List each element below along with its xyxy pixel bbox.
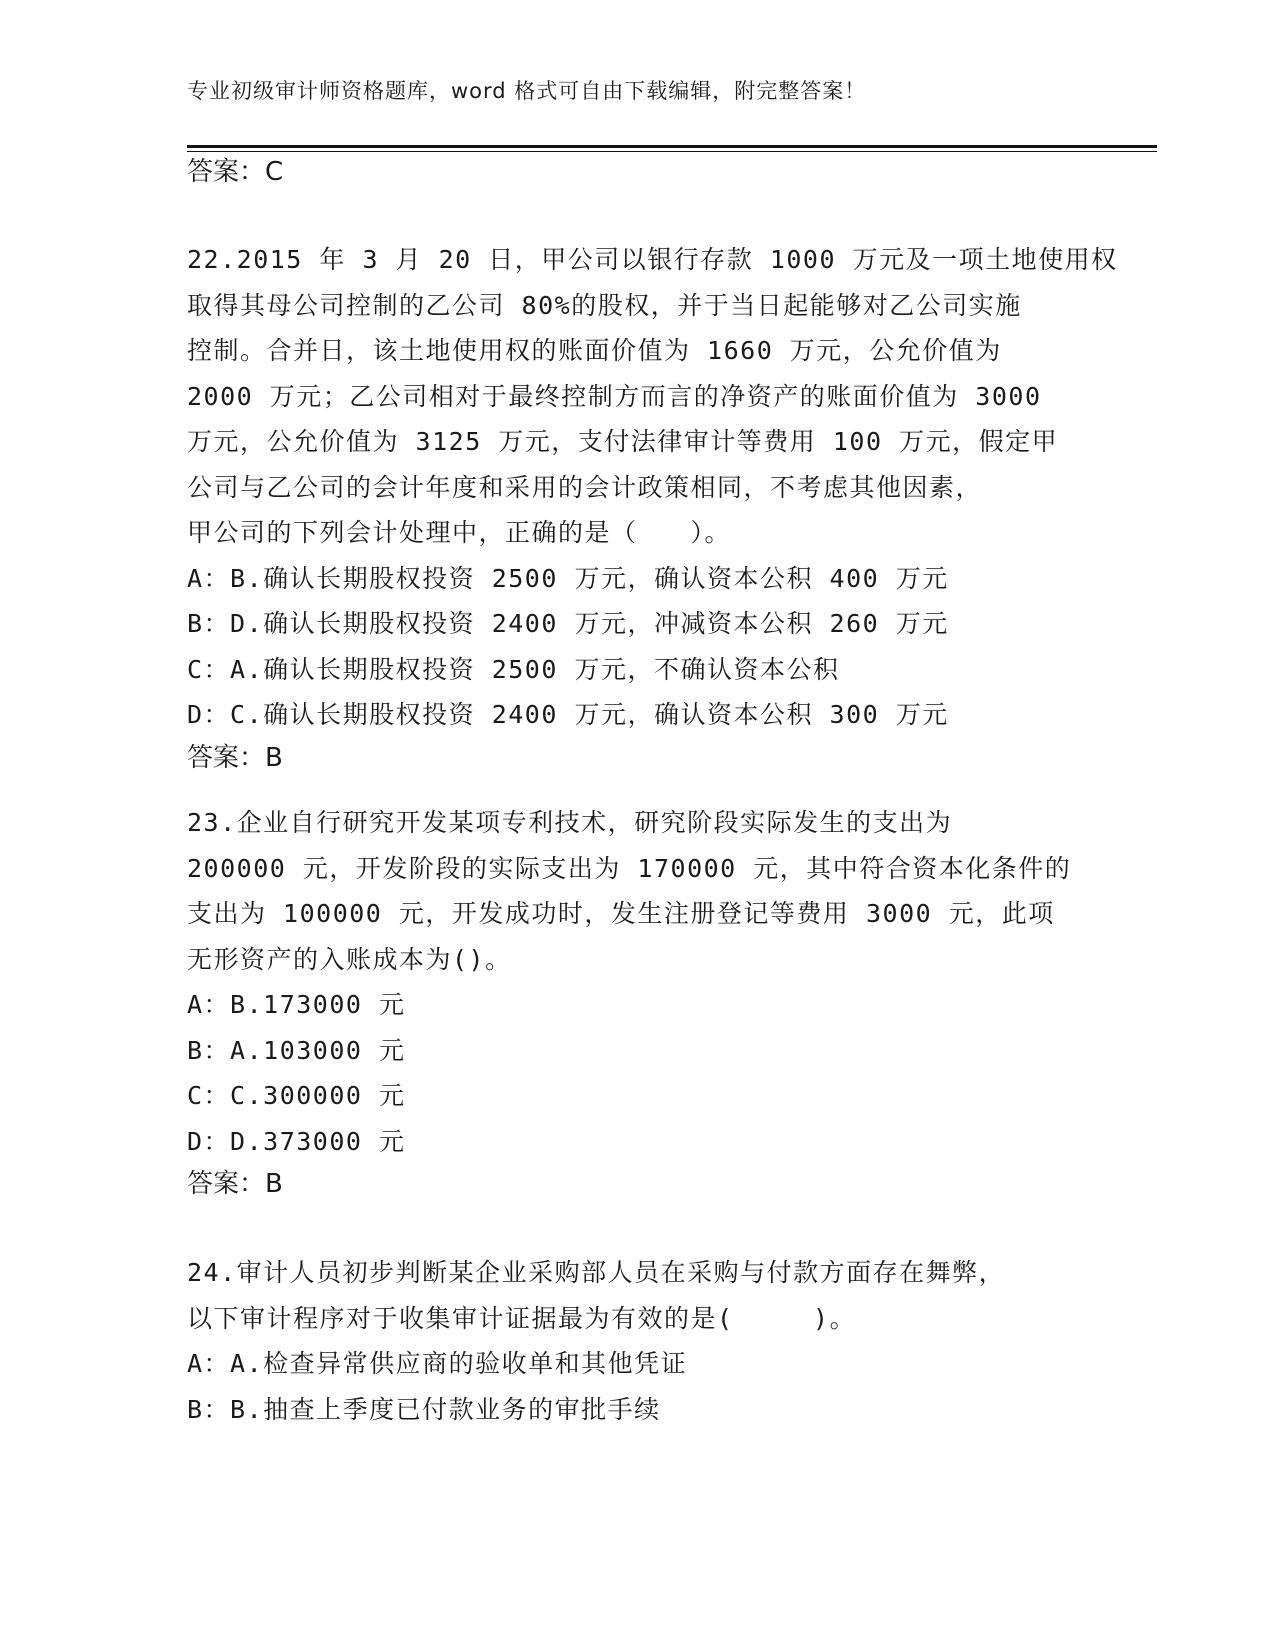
question-line: 万元，公允价值为 3125 万元，支付法律审计等费用 100 万元，假定甲	[187, 427, 1059, 456]
option-a: A：A.检查异常供应商的验收单和其他凭证	[187, 1349, 688, 1378]
question-line: 取得其母公司控制的乙公司 80%的股权，并于当日起能够对乙公司实施	[187, 290, 1022, 320]
question-24	[187, 1250, 1087, 1432]
question-line: 公司与乙公司的会计年度和采用的会计政策相同，不考虑其他因素，	[187, 472, 983, 502]
page-header: 专业初级审计师资格题库，word 格式可自由下载编辑，附完整答案！	[187, 79, 867, 103]
option-d: D：D.373000 元	[187, 1126, 406, 1156]
question-line: 200000 元，开发阶段的实际支出为 170000 元，其中符合资本化条件的	[187, 853, 1072, 883]
option-b: B：D.确认长期股权投资 2400 万元，冲减资本公积 260 万元	[187, 609, 949, 638]
header-rule-thick	[187, 145, 1157, 148]
option-d: D：C.确认长期股权投资 2400 万元，确认资本公积 300 万元	[187, 700, 949, 729]
question-line: 2000 万元；乙公司相对于最终控制方而言的净资产的账面价值为 3000	[187, 381, 1042, 411]
option-b: B：A.103000 元	[187, 1035, 406, 1065]
answer: 答案：B	[187, 1169, 283, 1199]
option-c: C：C.300000 元	[187, 1081, 406, 1110]
question-23	[187, 800, 1087, 1204]
option-b: B：B.抽查上季度已付款业务的审批手续	[187, 1394, 661, 1424]
question-22	[187, 237, 1118, 778]
option-a: A：B.173000 元	[187, 990, 406, 1019]
question-line: 24.审计人员初步判断某企业采购部人员在采购与付款方面存在舞弊，	[187, 1258, 1006, 1287]
answer: 答案：B	[187, 742, 283, 773]
question-22-text	[187, 237, 1118, 556]
question-line: 22.2015 年 3 月 20 日，甲公司以银行存款 1000 万元及一项土地使用权	[187, 245, 1118, 274]
question-line: 甲公司的下列会计处理中，正确的是（ ）。	[187, 518, 732, 547]
question-line: 23.企业自行研究开发某项专利技术，研究阶段实际发生的支出为	[187, 808, 953, 837]
question-line: 支出为 100000 元，开发成功时，发生注册登记等费用 3000 元，此项	[187, 899, 1055, 928]
question-line: 控制。合并日，该土地使用权的账面价值为 1660 万元，公允价值为	[187, 336, 1002, 365]
option-c: C：A.确认长期股权投资 2500 万元，不确认资本公积	[187, 654, 840, 684]
question-24-text	[187, 1250, 1087, 1341]
question-23-text	[187, 800, 1087, 982]
option-a: A：B.确认长期股权投资 2500 万元，确认资本公积 400 万元	[187, 563, 949, 593]
question-line: 无形资产的入账成本为()。	[187, 944, 512, 974]
answer-previous: 答案：C	[187, 157, 284, 187]
question-line: 以下审计程序对于收集审计证据最为有效的是( )。	[187, 1303, 857, 1333]
